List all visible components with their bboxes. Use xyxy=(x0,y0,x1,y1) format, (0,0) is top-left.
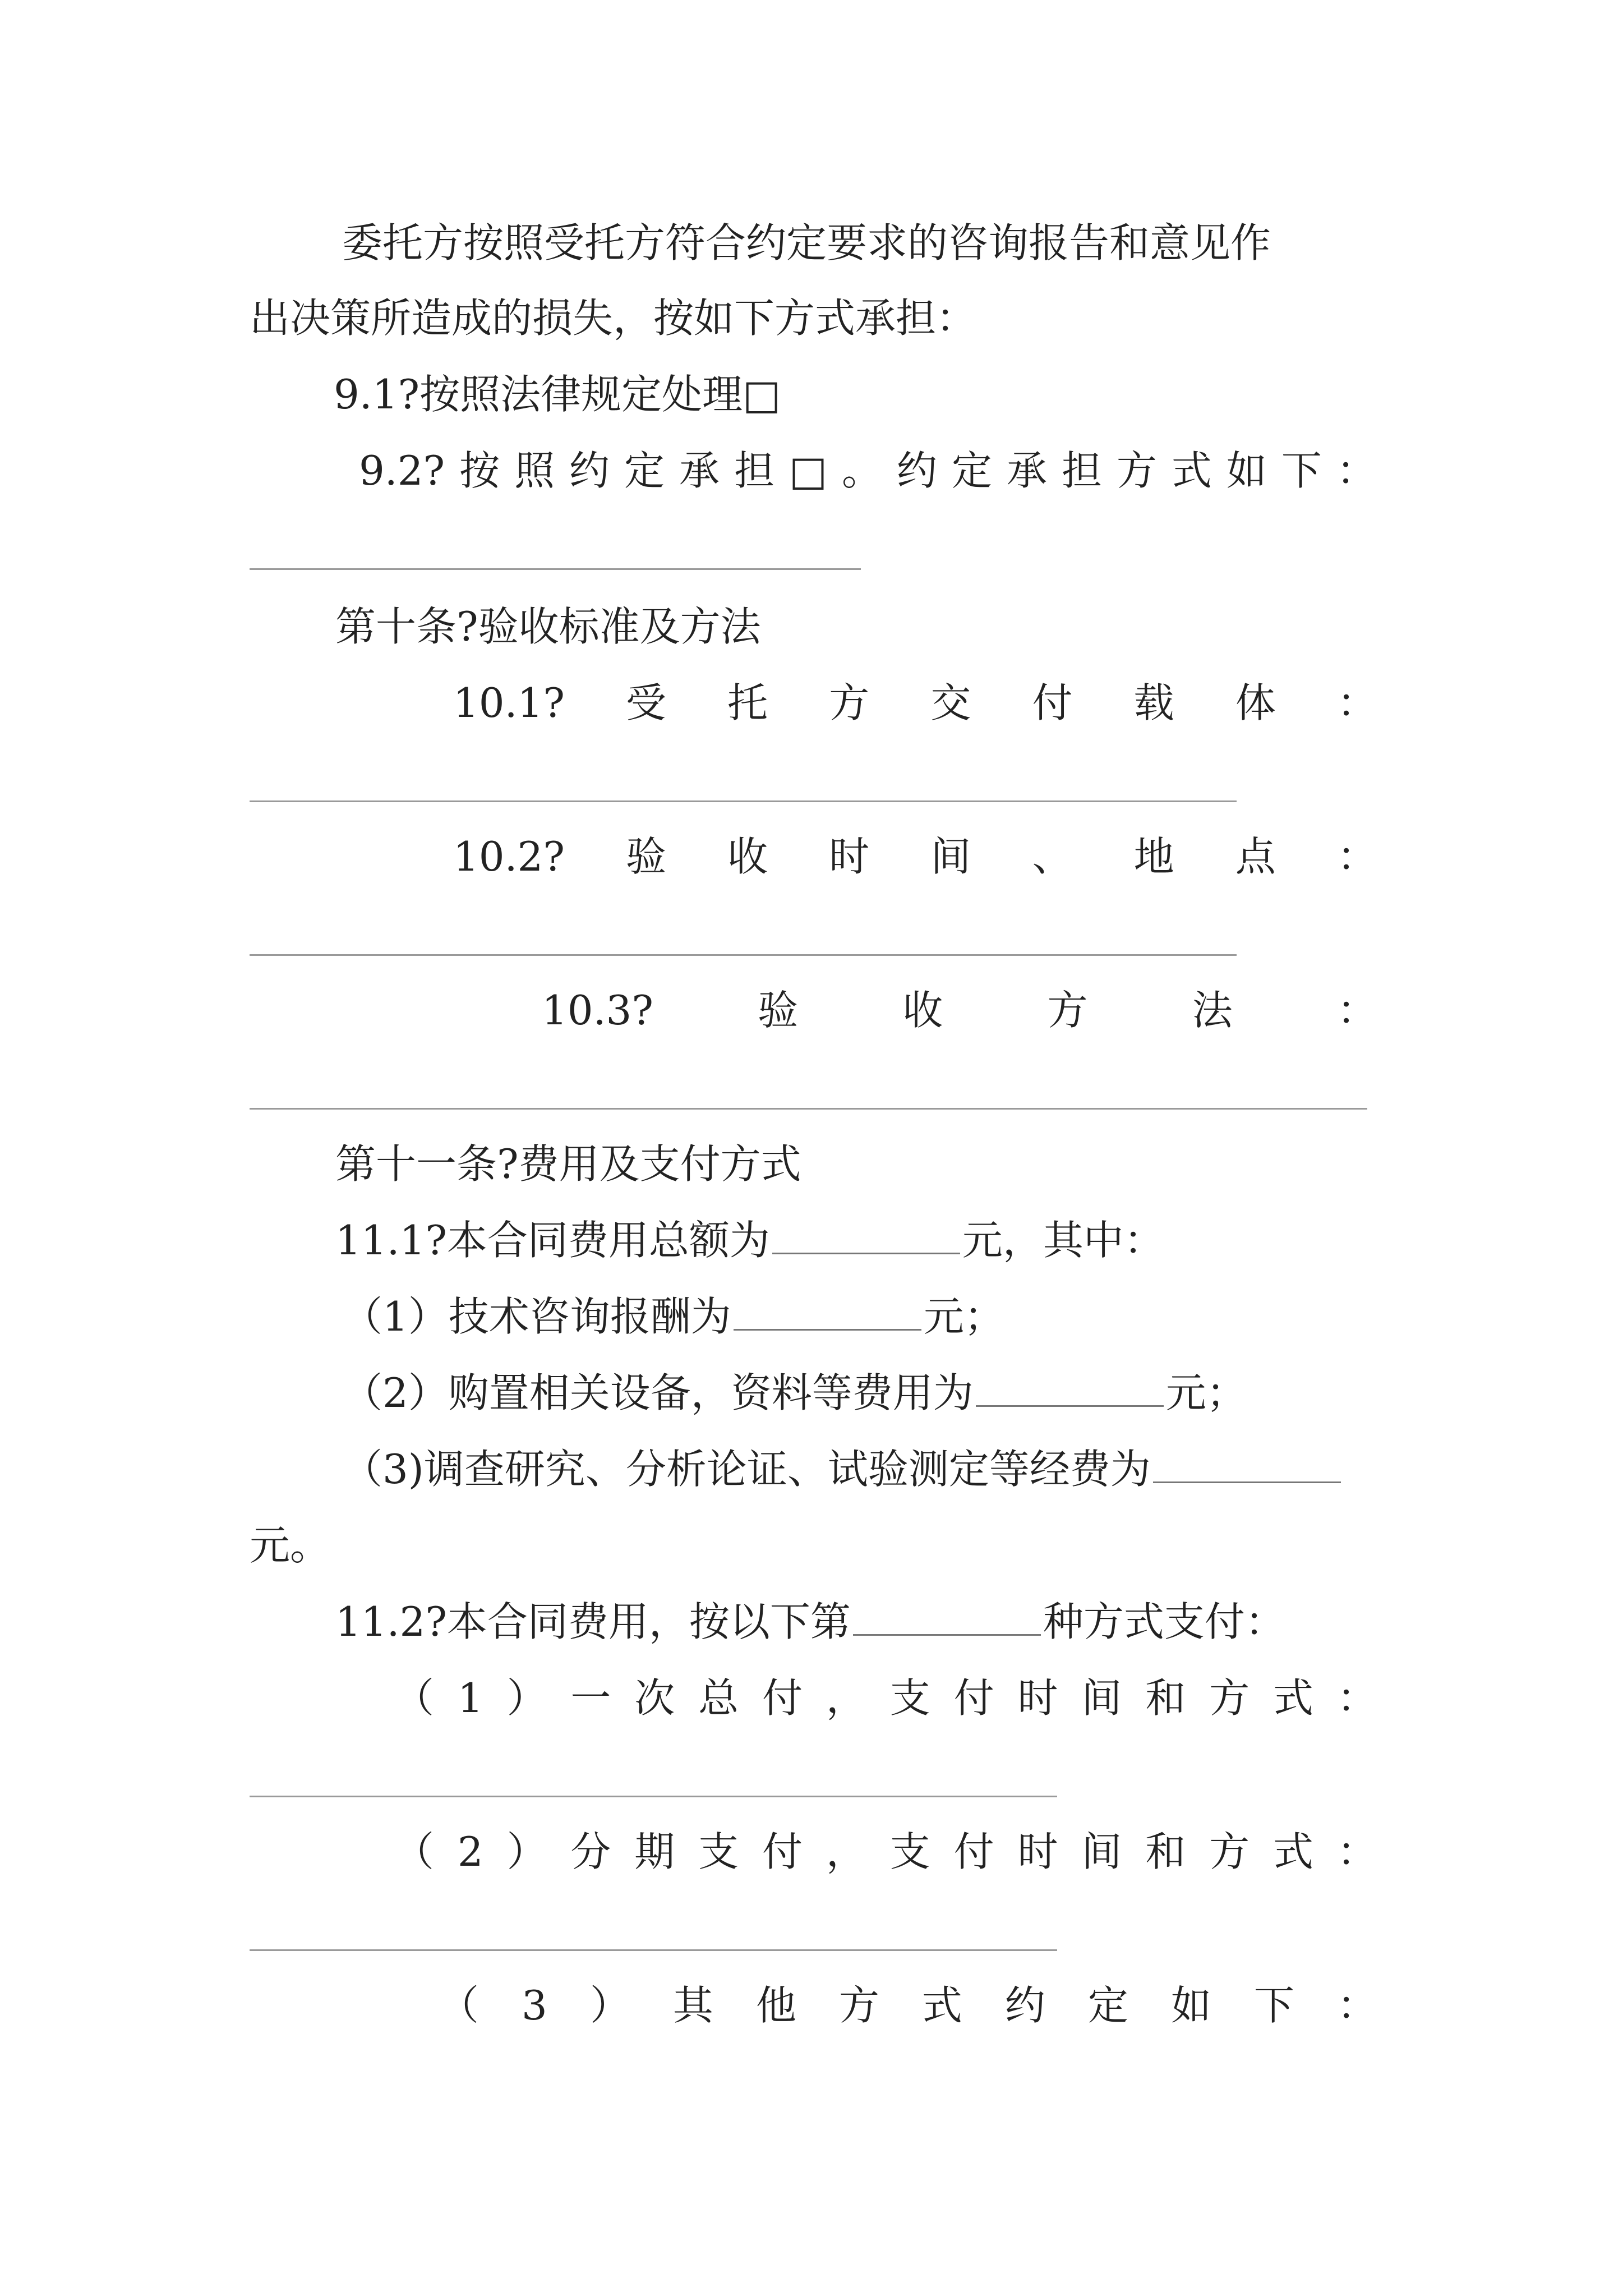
amount-blank[interactable] xyxy=(1153,1448,1341,1483)
spaced-char: 方 xyxy=(838,1982,879,2029)
spaced-char: （ xyxy=(394,1674,435,1722)
spaced-char: 承 xyxy=(679,447,720,494)
spaced-char: 其 xyxy=(672,1982,713,2029)
spaced-char: 式 xyxy=(1273,1674,1314,1722)
spaced-char: 点 xyxy=(1235,833,1276,880)
clause-10-1 xyxy=(453,678,1377,728)
spaced-char: 支 xyxy=(698,1828,739,1875)
spaced-char: 方 xyxy=(1116,447,1157,494)
spaced-char: ： xyxy=(1336,679,1377,726)
spaced-char: 支 xyxy=(889,1674,930,1722)
article-11-title: 第十一条?费用及支付方式 xyxy=(335,1140,801,1188)
spaced-char: 方 xyxy=(1209,1828,1250,1875)
spaced-char: 定 xyxy=(624,447,665,494)
clause-text: 11.1?本合同费用总额为 xyxy=(335,1217,770,1264)
spaced-char: 地 xyxy=(1133,833,1174,880)
clause-text: 种方式支付： xyxy=(1043,1598,1285,1645)
spaced-char: 和 xyxy=(1145,1828,1186,1875)
spaced-char: 按 xyxy=(459,447,500,494)
spaced-char: 间 xyxy=(930,833,971,880)
spaced-char: ： xyxy=(1336,1982,1377,2029)
clause-text: 元； xyxy=(1165,1369,1247,1416)
spaced-char: 9.2? xyxy=(359,447,445,494)
spaced-char: 方 xyxy=(1047,987,1088,1034)
article-10-title: 第十条?验收标准及方法 xyxy=(335,603,761,650)
fill-in-line[interactable] xyxy=(250,1949,1057,1951)
spaced-char: 载 xyxy=(1133,679,1174,726)
spaced-char: 交 xyxy=(930,679,971,726)
amount-blank[interactable] xyxy=(772,1219,960,1254)
spaced-char: 受 xyxy=(626,679,667,726)
spaced-char: 付 xyxy=(762,1674,803,1722)
spaced-char: 承 xyxy=(1006,447,1047,494)
clause-text: 元，其中： xyxy=(962,1217,1164,1264)
spaced-char: 担 xyxy=(1061,447,1102,494)
spaced-char: ： xyxy=(1336,833,1377,880)
spaced-char: 、 xyxy=(1032,833,1073,880)
spaced-char: 支 xyxy=(889,1828,930,1875)
clause-11-1-2 xyxy=(342,1368,1247,1418)
spaced-char: 期 xyxy=(634,1828,675,1875)
spaced-char: 方 xyxy=(1209,1674,1250,1722)
spaced-char: 次 xyxy=(634,1674,675,1722)
spaced-char: 一 xyxy=(570,1674,611,1722)
clause-9-2 xyxy=(359,445,1377,496)
clause-11-1-1 xyxy=(342,1291,1004,1342)
clause-11-1-3-end: 元。 xyxy=(250,1522,331,1569)
spaced-char: 法 xyxy=(1192,987,1233,1034)
spaced-char: 定 xyxy=(951,447,992,494)
spaced-char: 他 xyxy=(755,1982,796,2029)
amount-blank[interactable] xyxy=(734,1295,921,1331)
clause-10-3 xyxy=(542,985,1377,1036)
fill-in-line[interactable] xyxy=(250,1796,1057,1797)
spaced-char: 式 xyxy=(921,1982,962,2029)
spaced-char: （ xyxy=(439,1982,479,2029)
spaced-char: ： xyxy=(1336,447,1377,494)
spaced-char: 3 xyxy=(522,1982,547,2029)
spaced-char: （ xyxy=(394,1828,435,1875)
clause-text: 元； xyxy=(923,1293,1004,1340)
amount-blank[interactable] xyxy=(976,1372,1164,1407)
spaced-char: 式 xyxy=(1273,1828,1314,1875)
spaced-char: 间 xyxy=(1081,1828,1122,1875)
spaced-char: 分 xyxy=(570,1828,611,1875)
spaced-char: 10.1? xyxy=(453,679,565,726)
spaced-char: 付 xyxy=(1032,679,1073,726)
fill-in-line[interactable] xyxy=(250,1108,1367,1110)
spaced-char: □ xyxy=(789,447,828,494)
spaced-char: 收 xyxy=(902,987,943,1034)
spaced-char: 下 xyxy=(1253,1982,1294,2029)
spaced-char: ） xyxy=(589,1982,630,2029)
spaced-char: 方 xyxy=(829,679,870,726)
spaced-char: ： xyxy=(1336,1828,1377,1875)
spaced-char: 2 xyxy=(457,1828,483,1875)
spaced-char: 时 xyxy=(829,833,870,880)
spaced-char: 如 xyxy=(1170,1982,1211,2029)
spaced-char: 定 xyxy=(1087,1982,1128,2029)
payment-option-3 xyxy=(439,1980,1377,2031)
spaced-char: 约 xyxy=(569,447,610,494)
spaced-char: 付 xyxy=(953,1674,994,1722)
spaced-char: 付 xyxy=(762,1828,803,1875)
clause-text: （2）购置相关设备，资料等费用为 xyxy=(342,1369,974,1416)
spaced-char: ： xyxy=(1336,1674,1377,1722)
spaced-char: 。 xyxy=(841,447,882,494)
spaced-char: ， xyxy=(826,1674,866,1722)
spaced-char: 收 xyxy=(727,833,768,880)
clause-text: （1）技术咨询报酬为 xyxy=(342,1293,731,1340)
spaced-char: 约 xyxy=(1004,1982,1045,2029)
spaced-char: 验 xyxy=(626,833,667,880)
spaced-char: ） xyxy=(506,1828,547,1875)
paragraph-line: 委托方按照受托方符合约定要求的咨询报告和意见作 xyxy=(342,219,1271,266)
spaced-char: 托 xyxy=(727,679,768,726)
clause-11-2 xyxy=(335,1596,1285,1647)
spaced-char: 式 xyxy=(1171,447,1212,494)
spaced-char: 照 xyxy=(514,447,555,494)
spaced-char: ， xyxy=(826,1828,866,1875)
spaced-char: 10.2? xyxy=(453,833,565,880)
payment-option-1 xyxy=(394,1673,1377,1723)
clause-11-1-3 xyxy=(342,1444,1343,1494)
spaced-char: 间 xyxy=(1081,1674,1122,1722)
fill-in-line[interactable] xyxy=(250,954,1237,956)
spaced-char: 验 xyxy=(758,987,799,1034)
clause-9-1: 9.1?按照法律规定处理□ xyxy=(334,371,781,418)
clause-11-1 xyxy=(335,1215,1164,1266)
fill-in-line[interactable] xyxy=(250,568,861,570)
payment-option-2 xyxy=(394,1826,1377,1877)
spaced-char: 10.3? xyxy=(542,987,653,1034)
clause-10-2 xyxy=(453,831,1377,882)
spaced-char: 体 xyxy=(1235,679,1276,726)
spaced-char: 付 xyxy=(953,1828,994,1875)
spaced-char: 1 xyxy=(457,1674,483,1722)
spaced-char: 约 xyxy=(896,447,937,494)
spaced-char: 如 xyxy=(1226,447,1267,494)
clause-text: （3)调查研究、分析论证、试验测定等经费为 xyxy=(342,1446,1151,1493)
spaced-char: 和 xyxy=(1145,1674,1186,1722)
fill-in-line[interactable] xyxy=(250,800,1237,802)
spaced-char: ： xyxy=(1336,987,1377,1034)
paragraph-line: 出决策所造成的损失，按如下方式承担： xyxy=(250,295,977,342)
spaced-char: ） xyxy=(506,1674,547,1722)
option-number-blank[interactable] xyxy=(853,1600,1041,1636)
spaced-char: 总 xyxy=(698,1674,739,1722)
spaced-char: 担 xyxy=(734,447,775,494)
spaced-char: 下 xyxy=(1281,447,1322,494)
spaced-char: 时 xyxy=(1017,1828,1058,1875)
spaced-char: 时 xyxy=(1017,1674,1058,1722)
clause-text: 11.2?本合同费用，按以下第 xyxy=(335,1598,851,1645)
